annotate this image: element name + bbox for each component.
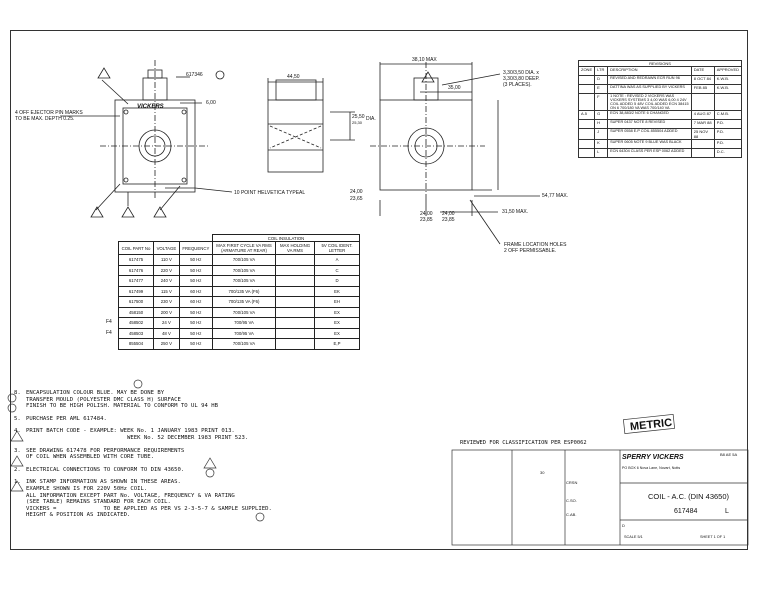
table-cell: 50 Hz: [179, 255, 212, 266]
table-cell: E,P: [315, 339, 360, 350]
table-cell: [276, 339, 315, 350]
table-cell: 50 Hz: [179, 339, 212, 350]
rev-col-header: DESCRIPTION: [608, 67, 692, 76]
revision-cell: P.D.: [714, 129, 741, 140]
coil-table-group-header: COIL INSULATION: [213, 235, 360, 242]
size-label: D: [622, 523, 625, 528]
revision-cell: D: [595, 76, 608, 85]
revision-cell: A.5: [579, 111, 595, 120]
rev-col-header: DATE: [691, 67, 714, 76]
table-cell: D: [315, 276, 360, 287]
table-cell: [276, 307, 315, 318]
drawn-by: CRSN: [566, 480, 578, 485]
table-cell: 700/95 VA: [213, 328, 276, 339]
dim-2400b: 24,00: [420, 211, 433, 217]
revision-cell: K: [595, 140, 608, 149]
revision-cell: C.M.B.: [714, 111, 741, 120]
revision-row: [579, 120, 742, 129]
table-cell: 48 V: [154, 328, 180, 339]
revisions-header: REVISIONS: [579, 61, 742, 67]
table-cell: 200 V: [154, 307, 180, 318]
dim-2550: 25,50: [352, 114, 365, 120]
dia-label: DIA.: [366, 116, 376, 122]
revision-cell: [579, 149, 595, 158]
table-row: [119, 265, 360, 276]
note-number: 8.: [14, 390, 21, 396]
hole-note: 3,30/3,50 DIA. x 3,30/3,80 DEEP. (3 PLACES).: [503, 70, 540, 88]
revision-cell: SUPER 0558 E.P COIL 855504 ADDED: [608, 129, 692, 140]
revision-letter: L: [725, 508, 729, 515]
table-cell: [276, 265, 315, 276]
dim-3150: 31,50 MAX.: [502, 209, 529, 215]
table-cell: EX: [315, 328, 360, 339]
rev-col-header: LTR: [595, 67, 608, 76]
table-cell: 700/135 VA (F6): [213, 286, 276, 297]
revision-cell: E: [595, 85, 608, 94]
frame-note: FRAME LOCATION HOLES 2 OFF PERMISSABLE.: [504, 242, 567, 254]
drawing-title: COIL - A.C. (DIN 43650): [648, 492, 729, 501]
dim-3810: 38,10 MAX: [412, 57, 437, 63]
table-cell: 240 V: [154, 276, 180, 287]
table-cell: 617477: [119, 276, 154, 287]
dim-2400c: 24,00: [442, 211, 455, 217]
revision-cell: [691, 140, 714, 149]
col-header: FREQUENCY: [179, 242, 212, 255]
drawing-number: 617484: [674, 508, 698, 515]
table-cell: 50 Hz: [179, 307, 212, 318]
table-cell: 250 V: [154, 339, 180, 350]
revision-cell: REVISED AND REDRAWN ECR RUN 96: [608, 76, 692, 85]
revision-cell: [714, 94, 741, 111]
table-cell: EK: [315, 286, 360, 297]
metric-stamp: METRIC: [629, 416, 673, 434]
revision-cell: D.C.: [714, 149, 741, 158]
table-row: [119, 339, 360, 350]
revision-cell: SUPER 0605 NOTE 9 BLUE WAS BLACK: [608, 140, 692, 149]
table-cell: 700/105 VA: [213, 339, 276, 350]
row-revision-mark: F4: [106, 329, 112, 336]
table-cell: 617475: [119, 255, 154, 266]
revision-cell: 1 NOTE : REVISED 2 VICKERS WAS VICKERS SYSTEMS 3 4,00 WAS 6,00 4 24V COIL ADDED 5 48V COIL ADDED ECN 38415 ON 6 700/180 VA WAS 700/140 VA: [608, 94, 692, 111]
revision-cell: [691, 149, 714, 158]
revisions-table: [578, 60, 742, 158]
revision-row: [579, 94, 742, 111]
note-number: 5.: [14, 415, 21, 422]
table-cell: 458503: [119, 328, 154, 339]
dim-2400a: 24,00: [350, 189, 363, 195]
revision-cell: K.W.B.: [714, 76, 741, 85]
table-cell: 50 Hz: [179, 265, 212, 276]
table-cell: 700/95 VA: [213, 318, 276, 329]
reviewed-note: REVIEWED FOR CLASSIFICATION PER ESP0062: [460, 440, 587, 446]
revision-cell: [579, 120, 595, 129]
table-cell: 617499: [119, 286, 154, 297]
note-text: ENCAPSULATION COLOUR BLUE. MAY BE DONE BY TRANSFER MOULD (POLYESTER DMC CLASS H) SURFACE FINISH TO BE HIGH POLISH. MATERIAL TO CONFORM TO UL 94 HB: [26, 390, 218, 410]
table-cell: 50 Hz: [179, 276, 212, 287]
col-header: COIL PART No: [119, 242, 154, 255]
rev-code: AE: [725, 452, 732, 457]
revision-cell: FEB 85: [691, 85, 714, 94]
dim-600: 6,00: [206, 100, 216, 106]
table-cell: EX: [315, 318, 360, 329]
dim-4450: 44,50: [287, 74, 300, 80]
scale-label: SCALE 5/1: [624, 535, 643, 539]
table-cell: [276, 286, 315, 297]
table-cell: 855504: [119, 339, 154, 350]
table-cell: 617476: [119, 265, 154, 276]
table-row: [119, 297, 360, 308]
table-cell: 50 Hz: [179, 328, 212, 339]
note-text: PURCHASE PER AML 617484.: [26, 415, 107, 422]
revision-cell: [579, 129, 595, 140]
revision-row: [579, 140, 742, 149]
revision-cell: P.D.: [714, 120, 741, 129]
note-number: 3.: [14, 447, 21, 454]
revision-cell: SUPER 0437 NOTE 8 REVISED: [608, 120, 692, 129]
table-cell: 700/105 VA: [213, 307, 276, 318]
note-number: 2.: [14, 466, 21, 473]
table-cell: C: [315, 265, 360, 276]
code-number: 30: [540, 470, 545, 475]
dim-2550-tol: 25,30: [352, 120, 363, 125]
table-cell: 700/105 VA: [213, 255, 276, 266]
table-cell: EX: [315, 307, 360, 318]
ejector-note: 4 OFF EJECTOR PIN MARKS TO BE MAX. DEPTH 0.25.: [15, 110, 83, 122]
revision-row: [579, 85, 742, 94]
rev-code: B8: [720, 452, 725, 457]
table-cell: 700/105 VA: [213, 265, 276, 276]
revision-cell: P.D.: [714, 140, 741, 149]
note-text: SEE DRAWING 617478 FOR PERFORMANCE REQUIREMENTS OF COIL WHEN ASSEMBLED WITH CORE TUBE.: [26, 447, 185, 461]
coil-table: [118, 234, 360, 350]
table-cell: [276, 318, 315, 329]
table-row: [119, 328, 360, 339]
revision-cell: J: [595, 129, 608, 140]
note-number: 1.: [14, 479, 21, 486]
revision-cell: [579, 94, 595, 111]
revision-row: [579, 149, 742, 158]
table-cell: 115 V: [154, 286, 180, 297]
table-row: [119, 255, 360, 266]
table-row: [119, 318, 360, 329]
helvetica-note: 10 POINT HELVETICA TYPEAL: [234, 190, 306, 196]
revision-cell: 7 MAR 88: [691, 120, 714, 129]
table-cell: [276, 255, 315, 266]
table-row: [119, 276, 360, 287]
revision-cell: 4 AUG 87: [691, 111, 714, 120]
table-cell: 700/135 VA (F6): [213, 297, 276, 308]
checked-by: C.SO.: [566, 498, 577, 503]
revision-row: [579, 129, 742, 140]
note-text: ELECTRICAL CONNECTIONS TO CONFORM TO DIN 43650.: [26, 466, 185, 473]
row-revision-mark: F4: [106, 319, 112, 325]
revision-cell: ECN 64304 CLASS PER ESP 0062 ADDED: [608, 149, 692, 158]
note-text: PRINT BATCH CODE - EXAMPLE: WEEK No. 1 JANUARY 1983 PRINT 013. WEEK No. 52 DECEMBER 1983 PRINT 523.: [26, 428, 249, 441]
dim-2365b: 23,85: [420, 217, 433, 223]
col-header: VOLTAGE: [154, 242, 180, 255]
approved-by: C.AB.: [566, 512, 577, 517]
sheet-label: SHEET 1 OF 1: [700, 535, 726, 539]
revision-cell: 8 OCT 84: [691, 76, 714, 85]
dim-3500: 35,00: [448, 85, 461, 91]
dim-5477: 54,77 MAX.: [542, 193, 569, 199]
dim-2365c: 23,85: [442, 217, 455, 223]
table-cell: 50 Hz: [179, 318, 212, 329]
table-row: [119, 307, 360, 318]
revision-cell: 25 NOV 88: [691, 129, 714, 140]
table-cell: 617500: [119, 297, 154, 308]
dim-2365a: 23,65: [350, 196, 363, 202]
table-cell: 700/105 VA: [213, 276, 276, 287]
vickers-logo: VICKERS: [137, 104, 164, 110]
revision-cell: [691, 94, 714, 111]
note-text: INK STAMP INFORMATION AS SHOWN IN THESE AREAS. EXAMPLE SHOWN IS FOR 220V 50Hz COIL. ALL INFORMATION EXCEPT PART No. VOLTAGE, FREQUENCY & VA RATING (SEE TABLE) REMAINS STANDARD FOR EACH COIL. VICKERS = TO BE APPLIED AS PER VS 2-3-5-7 & SAMPLE SUPPLIED. HEIGHT & POSITION AS INDICATED.: [26, 479, 272, 519]
revision-cell: [579, 85, 595, 94]
company-name: SPERRY VICKERS: [622, 454, 684, 461]
table-cell: 230 V: [154, 297, 180, 308]
table-cell: 24 V: [154, 318, 180, 329]
revision-cell: [579, 140, 595, 149]
revision-cell: [579, 76, 595, 85]
rev-col-header: ZONE: [579, 67, 595, 76]
table-row: [119, 286, 360, 297]
revision-cell: F: [595, 94, 608, 111]
coil-side-body: [268, 100, 323, 172]
revision-row: [579, 111, 742, 120]
table-cell: [276, 297, 315, 308]
table-cell: [276, 276, 315, 287]
col-header: MAX HOLDING VA RMS: [276, 242, 315, 255]
revision-cell: L: [595, 149, 608, 158]
table-cell: 60 Hz: [179, 286, 212, 297]
rev-codes: [720, 452, 737, 458]
revision-cell: K.W.B.: [714, 85, 741, 94]
revision-row: [579, 76, 742, 85]
company-sub: PO BOX 6 Nova Lane, Novart, Notts: [622, 466, 681, 470]
part-ref-label: 617346: [186, 72, 203, 78]
rev-col-header: APPROVED: [714, 67, 741, 76]
table-cell: 458502: [119, 318, 154, 329]
revision-cell: ECN 38,883/2 NOTE 6 CHANGED: [608, 111, 692, 120]
table-cell: EH: [315, 297, 360, 308]
col-header: MAX FIRST CYCLE VA RMS (ARMATURE AT REAR): [213, 242, 276, 255]
revision-cell: H: [595, 120, 608, 129]
revision-cell: G: [595, 111, 608, 120]
table-cell: 458150: [119, 307, 154, 318]
revision-cell: DATTINA WAS AS SUPPLIED BY VICKERS: [608, 85, 692, 94]
table-cell: 110 V: [154, 255, 180, 266]
note-number: 4.: [14, 428, 21, 435]
table-cell: 220 V: [154, 265, 180, 276]
table-cell: 60 Hz: [179, 297, 212, 308]
table-cell: [276, 328, 315, 339]
col-header: 5V COIL IDENT. LETTER: [315, 242, 360, 255]
rev-code: 5A: [732, 452, 738, 457]
table-cell: A: [315, 255, 360, 266]
